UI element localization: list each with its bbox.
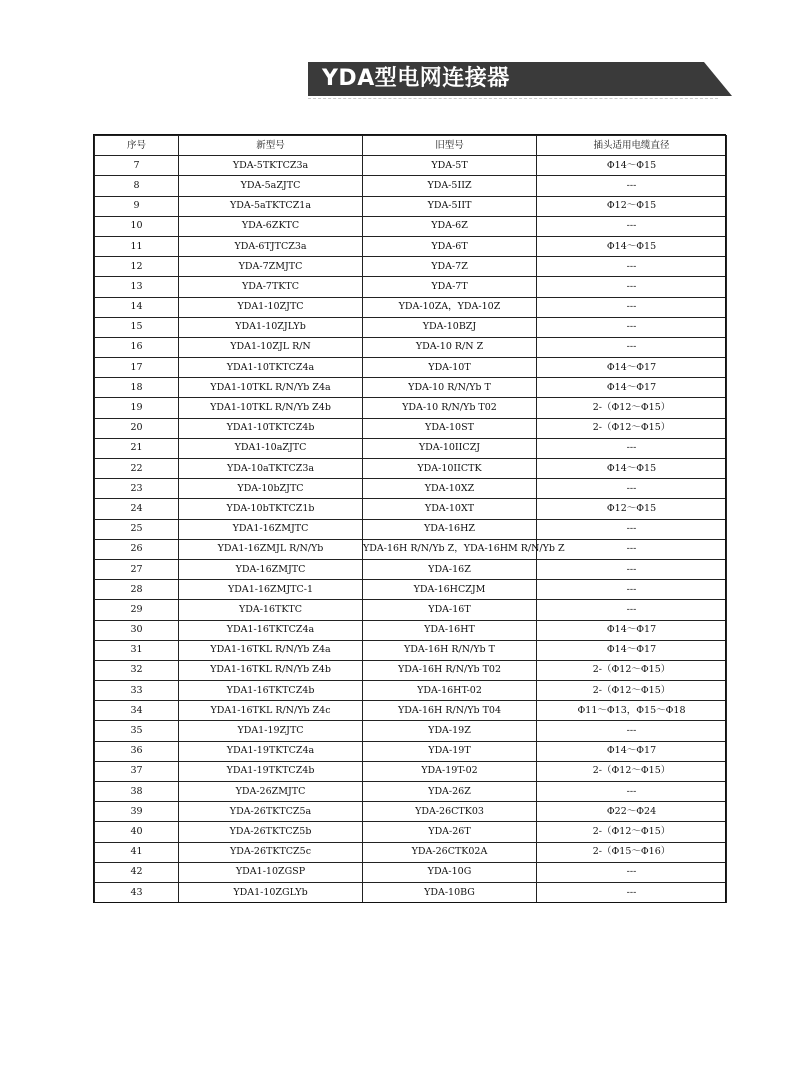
cell-cable-diameter: 2-（Φ12～Φ15）	[537, 418, 727, 438]
cell-old-model: YDA-19T	[363, 741, 537, 761]
cell-old-model: YDA-26Z	[363, 782, 537, 802]
cell-cable-diameter: ---	[537, 559, 727, 579]
cell-index: 30	[95, 620, 179, 640]
cell-old-model: YDA-16T	[363, 600, 537, 620]
cell-new-model: YDA1-10TKTCZ4b	[179, 418, 363, 438]
table-row	[95, 156, 727, 176]
cell-cable-diameter: ---	[537, 600, 727, 620]
cell-cable-diameter: ---	[537, 479, 727, 499]
cell-cable-diameter: 2-（Φ12～Φ15）	[537, 761, 727, 781]
table-row	[95, 660, 727, 680]
cell-old-model: YDA-19T-02	[363, 761, 537, 781]
cell-index: 15	[95, 317, 179, 337]
cell-cable-diameter: Φ14～Φ17	[537, 620, 727, 640]
table-row	[95, 539, 727, 559]
cell-cable-diameter: Φ14～Φ17	[537, 640, 727, 660]
table-row	[95, 337, 727, 357]
table-row	[95, 620, 727, 640]
cell-new-model: YDA-5aZJTC	[179, 176, 363, 196]
table-row	[95, 802, 727, 822]
cell-old-model: YDA-10BZJ	[363, 317, 537, 337]
cell-cable-diameter: ---	[537, 216, 727, 236]
cell-index: 10	[95, 216, 179, 236]
cell-old-model: YDA-6T	[363, 236, 537, 256]
table-row	[95, 761, 727, 781]
cell-index: 31	[95, 640, 179, 660]
cell-new-model: YDA1-10ZJLYb	[179, 317, 363, 337]
cell-old-model: YDA-5IIT	[363, 196, 537, 216]
cell-cable-diameter: ---	[537, 176, 727, 196]
cell-cable-diameter: 2-（Φ12～Φ15）	[537, 681, 727, 701]
cell-cable-diameter: ---	[537, 277, 727, 297]
cell-new-model: YDA1-10TKTCZ4a	[179, 358, 363, 378]
cell-new-model: YDA1-16TKTCZ4a	[179, 620, 363, 640]
table-row	[95, 499, 727, 519]
cell-new-model: YDA-7TKTC	[179, 277, 363, 297]
cell-old-model: YDA-26T	[363, 822, 537, 842]
cell-new-model: YDA-5aTKTCZ1a	[179, 196, 363, 216]
cell-cable-diameter: ---	[537, 539, 727, 559]
banner-divider	[308, 98, 718, 99]
cell-cable-diameter: ---	[537, 862, 727, 882]
cell-index: 35	[95, 721, 179, 741]
cell-old-model: YDA-6Z	[363, 216, 537, 236]
table-row	[95, 741, 727, 761]
cell-new-model: YDA1-10ZGSP	[179, 862, 363, 882]
cell-cable-diameter: ---	[537, 297, 727, 317]
table-row	[95, 822, 727, 842]
cell-old-model: YDA-16HT	[363, 620, 537, 640]
cell-cable-diameter: ---	[537, 519, 727, 539]
cell-new-model: YDA-6TJTCZ3a	[179, 236, 363, 256]
cell-new-model: YDA-26TKTCZ5b	[179, 822, 363, 842]
table-row	[95, 842, 727, 862]
page-title: YDA型电网连接器	[322, 66, 510, 91]
cell-new-model: YDA1-16TKTCZ4b	[179, 681, 363, 701]
cell-cable-diameter: ---	[537, 782, 727, 802]
table-row	[95, 196, 727, 216]
cell-cable-diameter: Φ12～Φ15	[537, 196, 727, 216]
cell-new-model: YDA-26ZMJTC	[179, 782, 363, 802]
cell-new-model: YDA1-16TKL R/N/Yb Z4b	[179, 660, 363, 680]
cell-old-model: YDA-10ZA，YDA-10Z	[363, 297, 537, 317]
header-new-model: 新型号	[179, 136, 363, 156]
cell-new-model: YDA-16TKTC	[179, 600, 363, 620]
cell-old-model: YDA-10ST	[363, 418, 537, 438]
cell-cable-diameter: ---	[537, 337, 727, 357]
table-row	[95, 297, 727, 317]
cell-old-model: YDA-16HZ	[363, 519, 537, 539]
cell-index: 20	[95, 418, 179, 438]
cell-index: 43	[95, 882, 179, 902]
cell-index: 41	[95, 842, 179, 862]
cell-cable-diameter: Φ14～Φ17	[537, 378, 727, 398]
cell-new-model: YDA1-10ZGLYb	[179, 882, 363, 902]
cell-cable-diameter: 2-（Φ12～Φ15）	[537, 822, 727, 842]
cell-new-model: YDA-10aTKTCZ3a	[179, 459, 363, 479]
cell-cable-diameter: Φ14～Φ15	[537, 236, 727, 256]
cell-index: 16	[95, 337, 179, 357]
cell-index: 9	[95, 196, 179, 216]
cell-new-model: YDA1-16TKL R/N/Yb Z4a	[179, 640, 363, 660]
cell-index: 11	[95, 236, 179, 256]
cell-new-model: YDA1-16TKL R/N/Yb Z4c	[179, 701, 363, 721]
cell-old-model: YDA-10XT	[363, 499, 537, 519]
cell-old-model: YDA-10 R/N/Yb T	[363, 378, 537, 398]
cell-old-model: YDA-10 R/N Z	[363, 337, 537, 357]
cell-old-model: YDA-16Z	[363, 559, 537, 579]
table-row	[95, 721, 727, 741]
cell-old-model: YDA-16H R/N/Yb Z，YDA-16HM R/N/Yb Z	[363, 539, 537, 559]
cell-new-model: YDA1-10ZJL R/N	[179, 337, 363, 357]
table-row	[95, 236, 727, 256]
cell-old-model: YDA-19Z	[363, 721, 537, 741]
cell-new-model: YDA-26TKTCZ5a	[179, 802, 363, 822]
cell-new-model: YDA1-10ZJTC	[179, 297, 363, 317]
cell-index: 24	[95, 499, 179, 519]
cell-new-model: YDA1-19TKTCZ4b	[179, 761, 363, 781]
table-row	[95, 418, 727, 438]
cell-cable-diameter: 2-（Φ15～Φ16）	[537, 842, 727, 862]
cell-index: 28	[95, 580, 179, 600]
cell-old-model: YDA-10IICTK	[363, 459, 537, 479]
cell-new-model: YDA1-16ZMJTC	[179, 519, 363, 539]
table-row	[95, 862, 727, 882]
table-row	[95, 519, 727, 539]
cell-old-model: YDA-10IICZJ	[363, 438, 537, 458]
cell-cable-diameter: Φ14～Φ15	[537, 156, 727, 176]
cell-index: 36	[95, 741, 179, 761]
cell-cable-diameter: ---	[537, 721, 727, 741]
cell-new-model: YDA1-10TKL R/N/Yb Z4b	[179, 398, 363, 418]
table-row	[95, 600, 727, 620]
cell-index: 29	[95, 600, 179, 620]
cell-old-model: YDA-16H R/N/Yb T	[363, 640, 537, 660]
cell-old-model: YDA-5IIZ	[363, 176, 537, 196]
cell-old-model: YDA-7T	[363, 277, 537, 297]
cell-old-model: YDA-16HCZJM	[363, 580, 537, 600]
title-banner	[308, 62, 732, 96]
table-row	[95, 378, 727, 398]
cell-index: 27	[95, 559, 179, 579]
cell-new-model: YDA-5TKTCZ3a	[179, 156, 363, 176]
table-row	[95, 580, 727, 600]
cell-new-model: YDA1-10TKL R/N/Yb Z4a	[179, 378, 363, 398]
cell-cable-diameter: ---	[537, 580, 727, 600]
table-row	[95, 317, 727, 337]
cell-new-model: YDA-26TKTCZ5c	[179, 842, 363, 862]
table-row	[95, 216, 727, 236]
cell-new-model: YDA1-19TKTCZ4a	[179, 741, 363, 761]
cell-index: 12	[95, 257, 179, 277]
cell-old-model: YDA-16H R/N/Yb T04	[363, 701, 537, 721]
cell-index: 32	[95, 660, 179, 680]
table-row	[95, 398, 727, 418]
cell-index: 42	[95, 862, 179, 882]
cell-cable-diameter: Φ14～Φ17	[537, 741, 727, 761]
table-row	[95, 559, 727, 579]
cell-cable-diameter: Φ22～Φ24	[537, 802, 727, 822]
cell-new-model: YDA1-10aZJTC	[179, 438, 363, 458]
cell-old-model: YDA-10BG	[363, 882, 537, 902]
cell-new-model: YDA-16ZMJTC	[179, 559, 363, 579]
cell-index: 23	[95, 479, 179, 499]
cell-new-model: YDA1-19ZJTC	[179, 721, 363, 741]
cell-old-model: YDA-10 R/N/Yb T02	[363, 398, 537, 418]
cell-new-model: YDA1-16ZMJL R/N/Yb	[179, 539, 363, 559]
connector-spec-table	[94, 135, 727, 903]
cell-index: 22	[95, 459, 179, 479]
table-row	[95, 782, 727, 802]
table-row	[95, 438, 727, 458]
table-row	[95, 459, 727, 479]
table-row	[95, 640, 727, 660]
cell-index: 19	[95, 398, 179, 418]
cell-old-model: YDA-16HT-02	[363, 681, 537, 701]
table-row	[95, 479, 727, 499]
cell-index: 14	[95, 297, 179, 317]
cell-cable-diameter: Φ11～Φ13，Φ15～Φ18	[537, 701, 727, 721]
cell-index: 39	[95, 802, 179, 822]
cell-cable-diameter: 2-（Φ12～Φ15）	[537, 660, 727, 680]
cell-old-model: YDA-26CTK02A	[363, 842, 537, 862]
cell-new-model: YDA1-16ZMJTC-1	[179, 580, 363, 600]
cell-index: 7	[95, 156, 179, 176]
header-cable-diameter: 插头适用电缆直径	[537, 136, 727, 156]
cell-index: 21	[95, 438, 179, 458]
cell-cable-diameter: ---	[537, 257, 727, 277]
cell-old-model: YDA-10XZ	[363, 479, 537, 499]
cell-cable-diameter: Φ14～Φ15	[537, 459, 727, 479]
cell-index: 8	[95, 176, 179, 196]
cell-old-model: YDA-16H R/N/Yb T02	[363, 660, 537, 680]
cell-index: 34	[95, 701, 179, 721]
cell-index: 25	[95, 519, 179, 539]
header-index: 序号	[95, 136, 179, 156]
cell-cable-diameter: ---	[537, 317, 727, 337]
cell-cable-diameter: 2-（Φ12～Φ15）	[537, 398, 727, 418]
table-header-row	[95, 136, 727, 156]
cell-new-model: YDA-6ZKTC	[179, 216, 363, 236]
cell-index: 17	[95, 358, 179, 378]
table-row	[95, 277, 727, 297]
cell-index: 38	[95, 782, 179, 802]
cell-cable-diameter: ---	[537, 438, 727, 458]
cell-index: 40	[95, 822, 179, 842]
table-row	[95, 681, 727, 701]
table-row	[95, 701, 727, 721]
cell-old-model: YDA-26CTK03	[363, 802, 537, 822]
cell-new-model: YDA-10bTKTCZ1b	[179, 499, 363, 519]
cell-old-model: YDA-10T	[363, 358, 537, 378]
table-row	[95, 257, 727, 277]
cell-new-model: YDA-7ZMJTC	[179, 257, 363, 277]
cell-old-model: YDA-5T	[363, 156, 537, 176]
cell-index: 13	[95, 277, 179, 297]
cell-cable-diameter: ---	[537, 882, 727, 902]
table-row	[95, 358, 727, 378]
cell-cable-diameter: Φ14～Φ17	[537, 358, 727, 378]
cell-cable-diameter: Φ12～Φ15	[537, 499, 727, 519]
table-row	[95, 882, 727, 902]
cell-index: 26	[95, 539, 179, 559]
cell-index: 33	[95, 681, 179, 701]
cell-index: 37	[95, 761, 179, 781]
table-row	[95, 176, 727, 196]
cell-index: 18	[95, 378, 179, 398]
cell-old-model: YDA-7Z	[363, 257, 537, 277]
header-old-model: 旧型号	[363, 136, 537, 156]
cell-old-model: YDA-10G	[363, 862, 537, 882]
cell-new-model: YDA-10bZJTC	[179, 479, 363, 499]
